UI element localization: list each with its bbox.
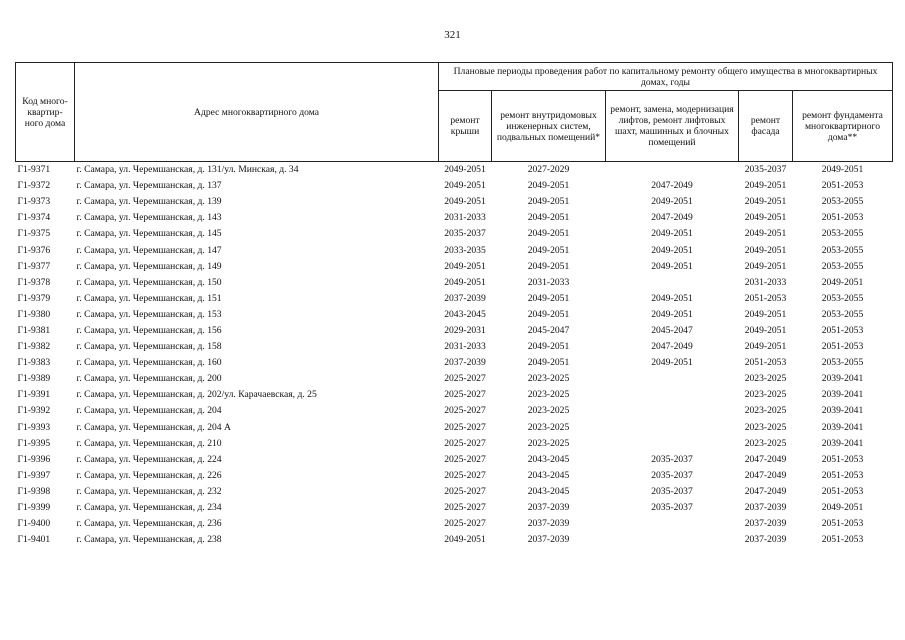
- cell-address: г. Самара, ул. Черемшанская, д. 150: [76, 276, 222, 288]
- cell-facade: 2049-2051: [744, 260, 787, 272]
- cell-facade: 2037-2039: [744, 502, 787, 514]
- cell-roof: 2025-2027: [444, 421, 486, 433]
- cell-address: г. Самара, ул. Черемшанская, д. 143: [76, 212, 222, 224]
- cell-systems: 2023-2025: [527, 389, 570, 401]
- cell-facade: 2049-2051: [744, 212, 787, 224]
- cell-foundation: 2053-2055: [821, 357, 864, 369]
- cell-facade: 2049-2051: [744, 196, 787, 208]
- cell-address: г. Самара, ул. Черемшанская, д. 200: [76, 373, 222, 385]
- cell-facade: 2035-2037: [744, 164, 787, 176]
- cell-roof: 2049-2051: [444, 260, 486, 272]
- cell-foundation: 2051-2053: [821, 341, 864, 353]
- cell-elevators: [606, 387, 739, 403]
- cell-foundation: 2051-2053: [821, 453, 864, 465]
- cell-systems: 2037-2039: [527, 502, 570, 514]
- cell-roof: 2033-2035: [444, 244, 486, 256]
- header-code: Код много- квартир- ного дома: [16, 63, 75, 162]
- header-address: Адрес многоквартирного дома: [75, 63, 439, 162]
- table-row: [16, 210, 893, 226]
- header-elevators: ремонт, замена, модернизация лифтов, ремонт лифтовых шахт, машинных и блочных помещений: [606, 91, 739, 162]
- cell-systems: 2023-2025: [527, 373, 570, 385]
- table-body: [16, 162, 893, 549]
- cell-code: Г1-9392: [17, 405, 51, 417]
- cell-roof: 2049-2051: [444, 276, 486, 288]
- cell-address: г. Самара, ул. Черемшанская, д. 224: [76, 453, 222, 465]
- cell-elevators: 2049-2051: [651, 308, 693, 320]
- cell-systems: 2049-2051: [527, 212, 570, 224]
- cell-code: Г1-9380: [17, 308, 51, 320]
- cell-roof: 2025-2027: [444, 405, 486, 417]
- cell-foundation: 2051-2053: [821, 518, 864, 530]
- table-row: [16, 178, 893, 194]
- cell-foundation: 2051-2053: [821, 324, 864, 336]
- cell-systems: 2049-2051: [527, 244, 570, 256]
- cell-code: Г1-9396: [17, 453, 51, 465]
- cell-foundation: 2039-2041: [821, 421, 864, 433]
- cell-facade: 2047-2049: [744, 485, 787, 497]
- cell-foundation: 2053-2055: [821, 244, 864, 256]
- cell-address: г. Самара, ул. Черемшанская, д. 156: [76, 324, 222, 336]
- cell-systems: 2043-2045: [527, 453, 570, 465]
- table-header: [16, 63, 893, 162]
- cell-code: Г1-9391: [17, 389, 51, 401]
- cell-systems: 2023-2025: [527, 437, 570, 449]
- cell-roof: 2037-2039: [444, 292, 486, 304]
- cell-code: Г1-9371: [17, 164, 51, 176]
- cell-code: Г1-9395: [17, 437, 51, 449]
- cell-systems: 2049-2051: [527, 180, 570, 192]
- cell-foundation: 2053-2055: [821, 292, 864, 304]
- cell-address: г. Самара, ул. Черемшанская, д. 232: [76, 485, 222, 497]
- cell-systems: 2049-2051: [527, 308, 570, 320]
- cell-systems: 2049-2051: [527, 196, 570, 208]
- cell-systems: 2045-2047: [527, 324, 570, 336]
- cell-foundation: 2053-2055: [821, 228, 864, 240]
- table-row: [16, 516, 893, 532]
- cell-facade: 2047-2049: [744, 453, 787, 465]
- cell-foundation: 2039-2041: [821, 389, 864, 401]
- cell-code: Г1-9373: [17, 196, 51, 208]
- header-foundation: ремонт фундамента многоквартирного дома**: [793, 91, 893, 162]
- cell-code: Г1-9393: [17, 421, 51, 433]
- cell-code: Г1-9372: [17, 180, 51, 192]
- cell-facade: 2023-2025: [744, 421, 787, 433]
- cell-address: г. Самара, ул. Черемшанская, д. 238: [76, 534, 222, 546]
- cell-code: Г1-9389: [17, 373, 51, 385]
- cell-roof: 2025-2027: [444, 485, 486, 497]
- cell-elevators: 2049-2051: [651, 292, 693, 304]
- cell-address: г. Самара, ул. Черемшанская, д. 234: [76, 502, 222, 514]
- cell-systems: 2031-2033: [527, 276, 570, 288]
- cell-code: Г1-9401: [17, 534, 51, 546]
- cell-systems: 2049-2051: [527, 357, 570, 369]
- cell-facade: 2023-2025: [744, 373, 787, 385]
- table-row: [16, 194, 893, 210]
- table-row: [16, 339, 893, 355]
- cell-roof: 2025-2027: [444, 469, 486, 481]
- table-row: [16, 500, 893, 516]
- cell-roof: 2029-2031: [444, 324, 486, 336]
- table-row: [16, 226, 893, 242]
- cell-facade: 2049-2051: [744, 308, 787, 320]
- cell-elevators: [606, 420, 739, 436]
- cell-facade: 2049-2051: [744, 228, 787, 240]
- cell-elevators: 2049-2051: [651, 244, 693, 256]
- cell-address: г. Самара, ул. Черемшанская, д. 226: [76, 469, 222, 481]
- cell-foundation: 2039-2041: [821, 373, 864, 385]
- cell-foundation: 2049-2051: [821, 502, 864, 514]
- cell-roof: 2025-2027: [444, 502, 486, 514]
- cell-code: Г1-9400: [17, 518, 51, 530]
- cell-address: г. Самара, ул. Черемшанская, д. 236: [76, 518, 222, 530]
- cell-roof: 2035-2037: [444, 228, 486, 240]
- cell-facade: 2049-2051: [744, 180, 787, 192]
- cell-facade: 2047-2049: [744, 469, 787, 481]
- table-row: [16, 436, 893, 452]
- cell-code: Г1-9377: [17, 260, 51, 272]
- cell-elevators: [606, 532, 739, 548]
- cell-elevators: 2049-2051: [651, 196, 693, 208]
- table-row: [16, 355, 893, 371]
- cell-facade: 2049-2051: [744, 244, 787, 256]
- cell-code: Г1-9376: [17, 244, 51, 256]
- cell-code: Г1-9375: [17, 228, 51, 240]
- cell-foundation: 2053-2055: [821, 308, 864, 320]
- table-row: [16, 323, 893, 339]
- cell-systems: 2027-2029: [527, 164, 570, 176]
- table-row: [16, 403, 893, 419]
- cell-code: Г1-9379: [17, 292, 51, 304]
- cell-foundation: 2039-2041: [821, 405, 864, 417]
- cell-elevators: [606, 403, 739, 419]
- cell-roof: 2049-2051: [444, 180, 486, 192]
- cell-foundation: 2051-2053: [821, 485, 864, 497]
- header-planned-periods: Плановые периоды проведения работ по капитальному ремонту общего имущества в многоквартирных домах, годы: [439, 63, 893, 91]
- cell-systems: 2037-2039: [527, 518, 570, 530]
- cell-roof: 2049-2051: [444, 534, 486, 546]
- cell-roof: 2049-2051: [444, 164, 486, 176]
- cell-elevators: 2035-2037: [651, 453, 693, 465]
- cell-elevators: 2035-2037: [651, 502, 693, 514]
- cell-roof: 2031-2033: [444, 341, 486, 353]
- cell-roof: 2049-2051: [444, 196, 486, 208]
- cell-address: г. Самара, ул. Черемшанская, д. 158: [76, 341, 222, 353]
- capital-repair-table: [15, 62, 893, 548]
- cell-systems: 2043-2045: [527, 485, 570, 497]
- cell-systems: 2023-2025: [527, 421, 570, 433]
- table-row: [16, 484, 893, 500]
- cell-foundation: 2053-2055: [821, 260, 864, 272]
- cell-systems: 2049-2051: [527, 292, 570, 304]
- cell-address: г. Самара, ул. Черемшанская, д. 204: [76, 405, 222, 417]
- cell-address: г. Самара, ул. Черемшанская, д. 160: [76, 357, 222, 369]
- table-row: [16, 387, 893, 403]
- cell-systems: 2049-2051: [527, 228, 570, 240]
- cell-address: г. Самара, ул. Черемшанская, д. 131/ул. Минская, д. 34: [76, 164, 299, 176]
- cell-code: Г1-9381: [17, 324, 51, 336]
- cell-elevators: 2047-2049: [651, 180, 693, 192]
- cell-elevators: [606, 275, 739, 291]
- cell-facade: 2023-2025: [744, 405, 787, 417]
- cell-elevators: [606, 371, 739, 387]
- table-row: [16, 259, 893, 275]
- cell-elevators: 2045-2047: [651, 324, 693, 336]
- cell-code: Г1-9378: [17, 276, 51, 288]
- cell-foundation: 2051-2053: [821, 212, 864, 224]
- cell-facade: 2051-2053: [744, 357, 787, 369]
- cell-facade: 2023-2025: [744, 389, 787, 401]
- cell-systems: 2023-2025: [527, 405, 570, 417]
- cell-systems: 2049-2051: [527, 260, 570, 272]
- table-row: [16, 371, 893, 387]
- cell-facade: 2023-2025: [744, 437, 787, 449]
- cell-elevators: 2035-2037: [651, 485, 693, 497]
- cell-foundation: 2051-2053: [821, 469, 864, 481]
- cell-address: г. Самара, ул. Черемшанская, д. 153: [76, 308, 222, 320]
- cell-foundation: 2049-2051: [821, 276, 864, 288]
- cell-foundation: 2039-2041: [821, 437, 864, 449]
- cell-roof: 2043-2045: [444, 308, 486, 320]
- cell-code: Г1-9374: [17, 212, 51, 224]
- cell-roof: 2025-2027: [444, 437, 486, 449]
- cell-facade: 2037-2039: [744, 518, 787, 530]
- cell-facade: 2049-2051: [744, 341, 787, 353]
- cell-code: Г1-9398: [17, 485, 51, 497]
- cell-facade: 2049-2051: [744, 324, 787, 336]
- cell-address: г. Самара, ул. Черемшанская, д. 210: [76, 437, 222, 449]
- cell-elevators: 2047-2049: [651, 212, 693, 224]
- cell-roof: 2025-2027: [444, 453, 486, 465]
- table-row: [16, 275, 893, 291]
- cell-address: г. Самара, ул. Черемшанская, д. 151: [76, 292, 222, 304]
- table-row: [16, 162, 893, 179]
- cell-code: Г1-9382: [17, 341, 51, 353]
- cell-address: г. Самара, ул. Черемшанская, д. 145: [76, 228, 222, 240]
- table-row: [16, 420, 893, 436]
- page-number: 321: [444, 29, 461, 41]
- cell-code: Г1-9383: [17, 357, 51, 369]
- cell-elevators: [606, 516, 739, 532]
- cell-roof: 2031-2033: [444, 212, 486, 224]
- table-row: [16, 291, 893, 307]
- cell-code: Г1-9399: [17, 502, 51, 514]
- cell-address: г. Самара, ул. Черемшанская, д. 202/ул. Карачаевская, д. 25: [76, 389, 317, 401]
- table-row: [16, 532, 893, 548]
- cell-systems: 2049-2051: [527, 341, 570, 353]
- cell-code: Г1-9397: [17, 469, 51, 481]
- cell-address: г. Самара, ул. Черемшанская, д. 149: [76, 260, 222, 272]
- cell-elevators: 2049-2051: [651, 357, 693, 369]
- cell-elevators: 2035-2037: [651, 469, 693, 481]
- cell-foundation: 2053-2055: [821, 196, 864, 208]
- cell-facade: 2031-2033: [744, 276, 787, 288]
- cell-foundation: 2051-2053: [821, 180, 864, 192]
- table-row: [16, 242, 893, 258]
- cell-facade: 2037-2039: [744, 534, 787, 546]
- cell-roof: 2037-2039: [444, 357, 486, 369]
- cell-address: г. Самара, ул. Черемшанская, д. 147: [76, 244, 222, 256]
- cell-elevators: 2047-2049: [651, 341, 693, 353]
- cell-systems: 2043-2045: [527, 469, 570, 481]
- cell-elevators: 2049-2051: [651, 228, 693, 240]
- cell-address: г. Самара, ул. Черемшанская, д. 137: [76, 180, 222, 192]
- cell-elevators: 2049-2051: [651, 260, 693, 272]
- cell-roof: 2025-2027: [444, 518, 486, 530]
- table-row: [16, 307, 893, 323]
- header-roof: ремонт крыши: [439, 91, 492, 162]
- cell-elevators: [606, 162, 739, 179]
- cell-elevators: [606, 436, 739, 452]
- cell-roof: 2025-2027: [444, 389, 486, 401]
- cell-foundation: 2051-2053: [821, 534, 864, 546]
- cell-facade: 2051-2053: [744, 292, 787, 304]
- table-row: [16, 452, 893, 468]
- cell-foundation: 2049-2051: [821, 164, 864, 176]
- cell-address: г. Самара, ул. Черемшанская, д. 139: [76, 196, 222, 208]
- table-row: [16, 468, 893, 484]
- cell-roof: 2025-2027: [444, 373, 486, 385]
- header-systems: ремонт внутридомовых инженерных систем, подвальных помещений*: [492, 91, 606, 162]
- cell-systems: 2037-2039: [527, 534, 570, 546]
- header-facade: ремонт фасада: [739, 91, 793, 162]
- cell-address: г. Самара, ул. Черемшанская, д. 204 А: [76, 421, 231, 433]
